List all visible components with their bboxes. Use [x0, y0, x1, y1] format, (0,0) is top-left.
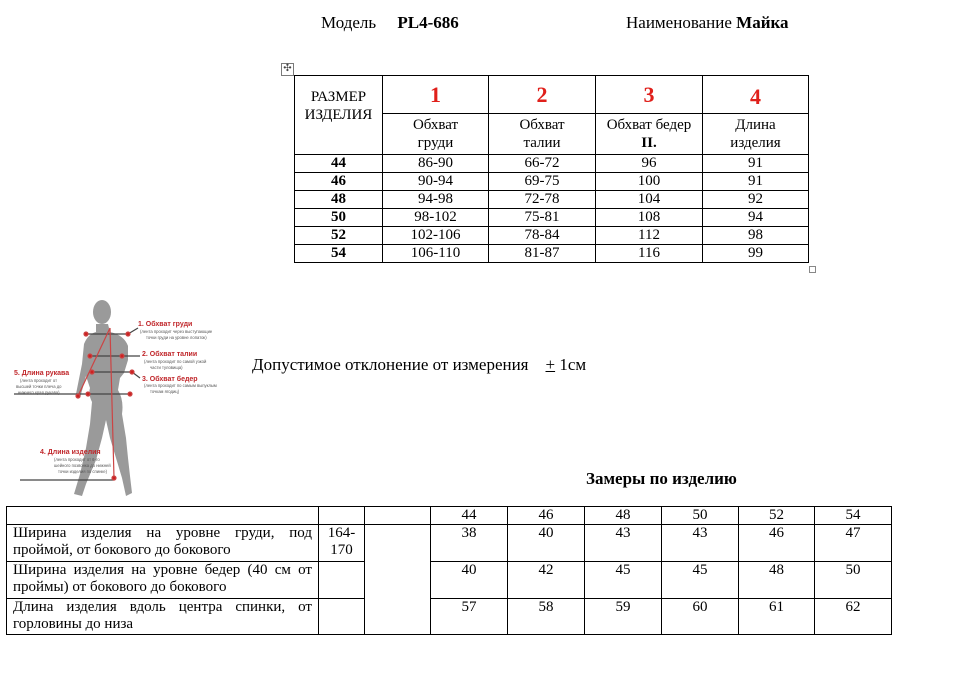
- tolerance-line: [252, 355, 586, 375]
- size-header-line1: РАЗМЕР: [310, 89, 367, 105]
- model-value: PL4-686: [397, 13, 459, 32]
- svg-text:(лента проходит через выступаю: (лента проходит через выступающие: [140, 329, 213, 334]
- table-row: 50 98-102 75-81 108 94: [295, 209, 809, 227]
- figure-label-3: 3. Обхват бедер: [142, 376, 198, 383]
- size-table: [294, 75, 809, 263]
- table-row: Длина изделия вдоль центра спинки, от горловины до низа 57 58 59 60 61 62: [7, 599, 892, 635]
- plus-minus-sign: +: [545, 355, 556, 374]
- column-number: 2: [489, 76, 596, 114]
- model-label: Модель: [321, 13, 377, 32]
- table-row: Ширина изделия на уровне бедер (40 см от проймы) от бокового до бокового 40 42 45 45 48 50: [7, 562, 892, 599]
- size-cell: 48: [585, 507, 662, 525]
- figure-label-4: 4. Длина изделия: [40, 449, 101, 456]
- svg-text:(лента проходит по самым выпук: (лента проходит по самым выпуклым: [144, 383, 217, 388]
- table-row: 52 102-106 78-84 112 98: [295, 227, 809, 245]
- measurement-description: Ширина изделия на уровне груди, под проймой, от бокового до бокового: [7, 525, 319, 562]
- name-value: Майка: [736, 13, 789, 32]
- svg-text:части туловища): части туловища): [150, 365, 183, 370]
- table-row: 46 90-94 69-75 100 91: [295, 173, 809, 191]
- svg-text:(лента проходит от: (лента проходит от: [20, 378, 58, 383]
- table-row: Ширина изделия на уровне груди, под проймой, от бокового до бокового 164- 170 38 40 43 43 46 47: [7, 525, 892, 562]
- column-label: Обхват бедер II.: [596, 114, 703, 155]
- size-header-line2: ИЗДЕЛИЯ: [304, 107, 373, 123]
- size-cell: 46: [508, 507, 585, 525]
- size-cell: 44: [431, 507, 508, 525]
- table-row: 48 94-98 72-78 104 92: [295, 191, 809, 209]
- column-label: Обхват талии: [489, 114, 596, 155]
- svg-text:нижнего края рукава): нижнего края рукава): [18, 390, 60, 395]
- column-number: 4: [703, 76, 809, 114]
- figure-label-1: 1. Обхват груди: [138, 321, 193, 328]
- measurements-table: [6, 506, 892, 635]
- column-label: Обхват груди: [383, 114, 489, 155]
- figure-label-5: 5. Длина рукава: [14, 370, 70, 377]
- sizes-header-row: [7, 507, 892, 525]
- svg-text:(лента проходит от 6-го: (лента проходит от 6-го: [54, 457, 100, 462]
- column-label: Длина изделия: [703, 114, 809, 155]
- svg-text:высшей точки плеча до: высшей точки плеча до: [16, 384, 62, 389]
- table-row: 54 106-110 81-87 116 99: [295, 245, 809, 263]
- svg-text:(лента проходит по самой узкой: (лента проходит по самой узкой: [144, 359, 207, 364]
- height-cell: 164- 170: [319, 525, 365, 562]
- size-cell: 52: [739, 507, 815, 525]
- svg-text:шейного позвонка до нижней: шейного позвонка до нижней: [54, 463, 111, 468]
- name-label: Наименование: [626, 13, 732, 32]
- measurement-figure: [10, 298, 240, 503]
- svg-text:точки груди на уровне лопаток): точки груди на уровне лопаток): [146, 335, 207, 340]
- measurement-description: Длина изделия вдоль центра спинки, от горловины до низа: [7, 599, 319, 635]
- size-cell: 54: [815, 507, 892, 525]
- table-move-handle-icon[interactable]: ✣: [281, 63, 294, 76]
- column-number: 1: [383, 76, 489, 114]
- measurement-description: Ширина изделия на уровне бедер (40 см от проймы) от бокового до бокового: [7, 562, 319, 599]
- size-cell: 50: [662, 507, 739, 525]
- measurements-title: Замеры по изделию: [586, 469, 737, 488]
- size-header-cell: [295, 76, 383, 155]
- svg-text:точки изделия по спинке): точки изделия по спинке): [58, 469, 108, 474]
- figure-label-2: 2. Обхват талии: [142, 351, 198, 358]
- table-row: 44 86-90 66-72 96 91: [295, 155, 809, 173]
- name-line: [626, 13, 789, 33]
- tolerance-text: Допустимое отклонение от измерения: [252, 355, 529, 374]
- tolerance-value: 1см: [559, 355, 587, 374]
- column-number: 3: [596, 76, 703, 114]
- table-resize-handle[interactable]: [809, 266, 816, 273]
- svg-text:точкам ягодиц): точкам ягодиц): [150, 389, 180, 394]
- model-line: [321, 13, 459, 33]
